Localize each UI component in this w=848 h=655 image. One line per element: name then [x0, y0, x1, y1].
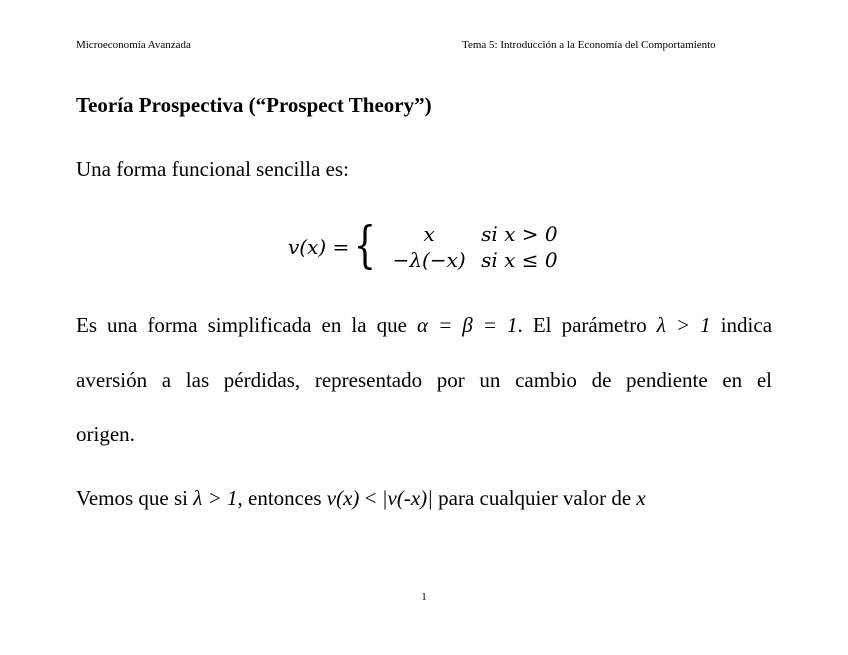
- paragraph1-text-a: Es una forma simplificada en la que: [76, 313, 407, 337]
- abs-v-of-minus-x: |v(-x)|: [381, 486, 433, 510]
- intro-text: Una forma funcional sencilla es:: [76, 157, 349, 181]
- less-than-symbol: <: [364, 486, 377, 510]
- formula-cases: [377, 221, 558, 273]
- section-title: Teoría Prospectiva (“Prospect Theory”): [76, 93, 432, 117]
- formula-lhs: v(x) =: [288, 235, 350, 259]
- paragraph2-text-b: , entonces: [237, 486, 322, 510]
- lambda-condition: λ > 1: [656, 313, 711, 337]
- paragraph1-line1: [76, 313, 772, 338]
- case1-condition: si x > 0: [481, 222, 558, 246]
- case1-value: x: [423, 222, 435, 246]
- paragraph1-line2: aversión a las pérdidas, representado por un cambio de pendiente en el: [76, 368, 772, 392]
- variable-x: x: [636, 486, 646, 510]
- paragraph1-text-b: . El parámetro: [517, 313, 647, 337]
- v-of-x: v(x): [326, 486, 360, 510]
- left-brace-symbol: {: [354, 216, 377, 274]
- paragraph2-text-a: Vemos que si: [76, 486, 188, 510]
- value-function-formula: [288, 218, 558, 276]
- paragraph2: [76, 486, 772, 511]
- case2-condition: si x ≤ 0: [481, 248, 558, 272]
- paragraph2-text-c: para cualquier valor de: [438, 486, 632, 510]
- case2-value: −λ(−x): [392, 248, 466, 272]
- paragraph1-text-c: indica: [720, 313, 773, 337]
- lambda-condition-2: λ > 1: [193, 486, 238, 510]
- alpha-beta-equation: α = β = 1: [416, 313, 518, 337]
- header-course-title: Microeconomía Avanzada: [76, 39, 191, 51]
- page-number: 1: [421, 591, 427, 603]
- header-topic-title: Tema 5: Introducción a la Economía del Comportamiento: [462, 39, 716, 51]
- paragraph1-line3: origen.: [76, 422, 135, 446]
